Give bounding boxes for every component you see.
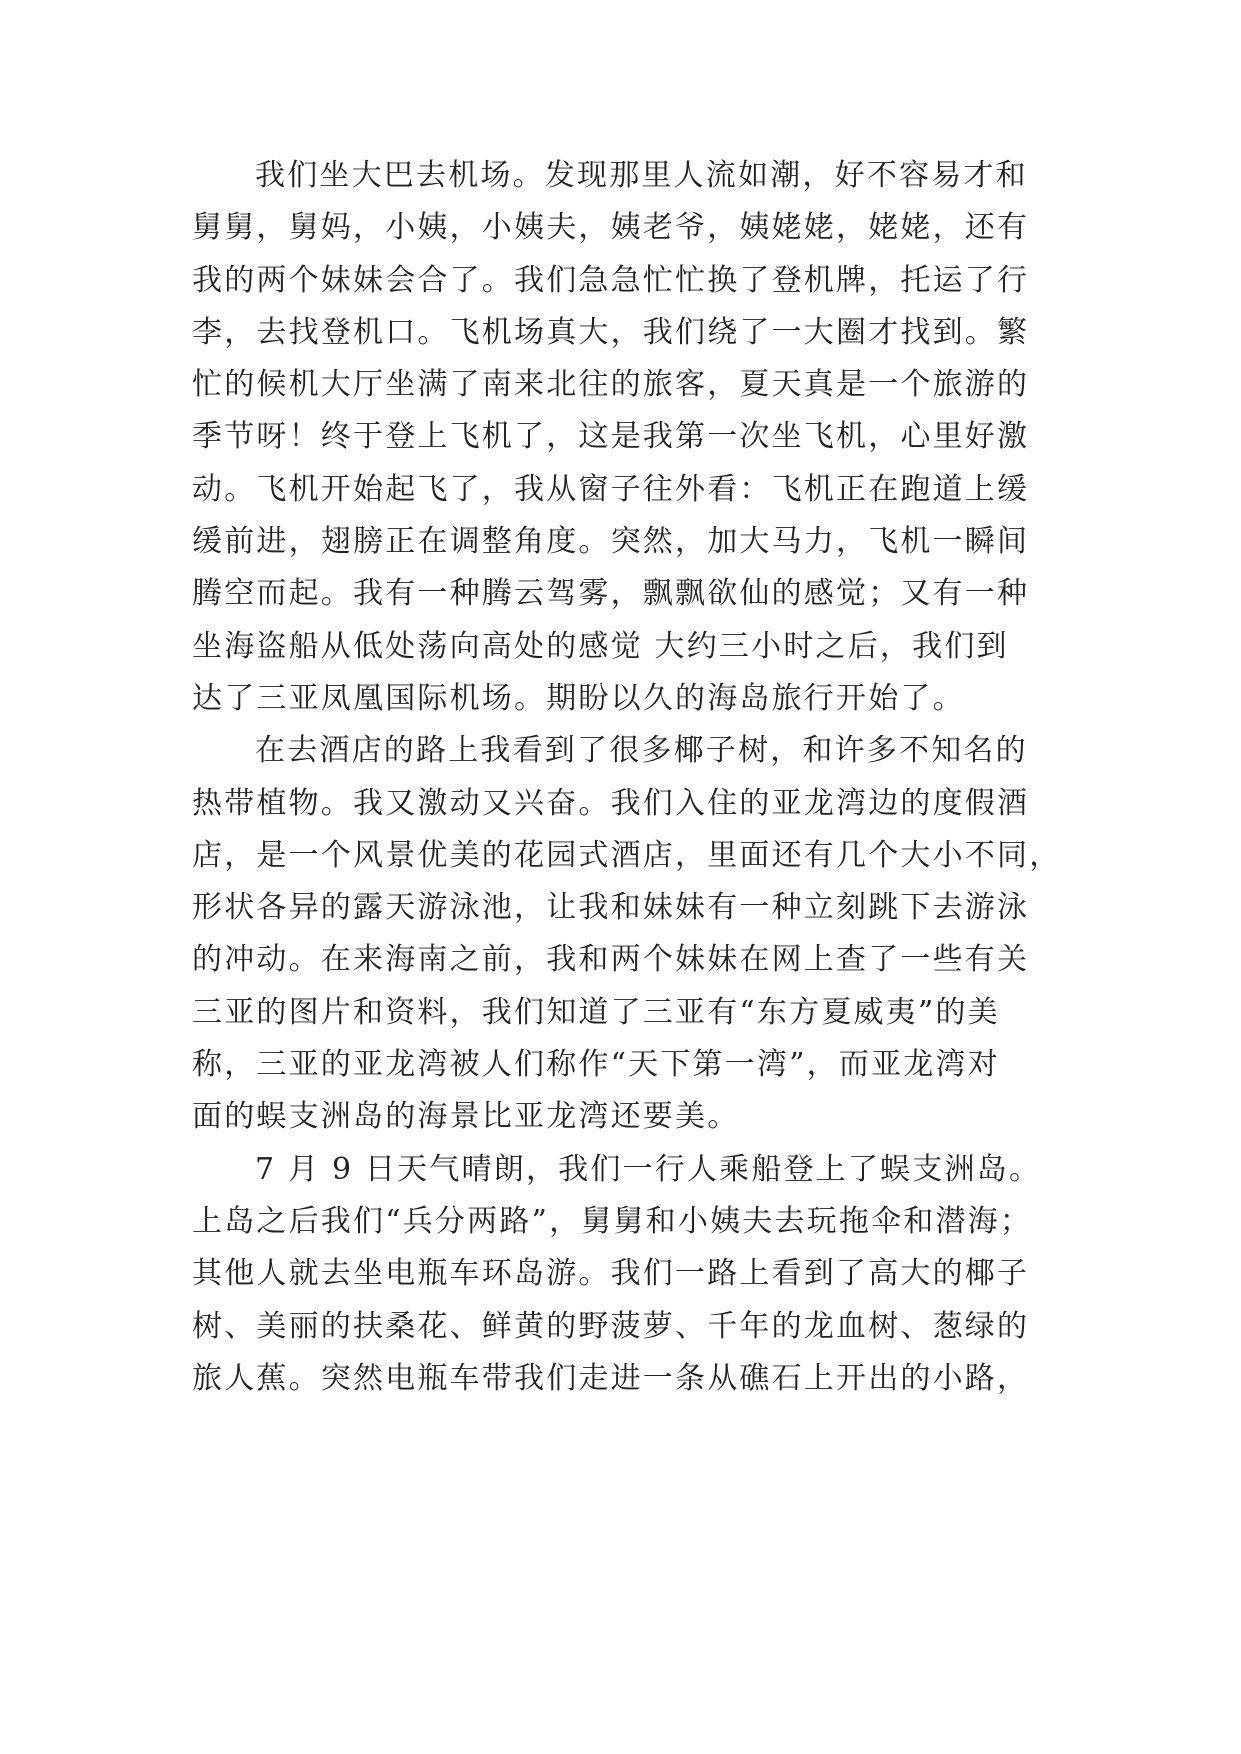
text-line: 形状各异的露天游泳池，让我和妹妹有一种立刻跳下去游泳	[192, 890, 1030, 926]
text-line: 缓前进，翅膀正在调整角度。突然，加大马力，飞机一瞬间	[192, 524, 1030, 560]
text-line: 忙的候机大厅坐满了南来北往的旅客，夏天真是一个旅游的	[192, 367, 1030, 403]
text-line: 我们坐大巴去机场。发现那里人流如潮，好不容易才和	[255, 158, 1028, 193]
document-body	[192, 150, 1062, 1405]
text-line: 腾空而起。我有一种腾云驾雾，飘飘欲仙的感觉；又有一种	[192, 576, 1030, 612]
text-line: 三亚的图片和资料，我们知道了三亚有“东方夏威夷”的美	[192, 994, 1000, 1030]
text-line: 坐海盗船从低处荡向高处的感觉 大约三小时之后，我们到	[192, 628, 1009, 664]
text-line: 店，是一个风景优美的花园式酒店，里面还有几个大小不同，	[192, 837, 1062, 873]
paragraph-island	[192, 1144, 1052, 1405]
text-line: 面的蜈支洲岛的海景比亚龙湾还要美。	[192, 1099, 740, 1135]
text-line: 季节呀！终于登上飞机了，这是我第一次坐飞机，心里好激	[192, 419, 1030, 455]
paragraph-airport	[192, 150, 1052, 725]
paragraph-hotel	[192, 725, 1062, 1143]
text-line: 其他人就去坐电瓶车环岛游。我们一路上看到了高大的椰子	[192, 1256, 1030, 1292]
text-line: 7 月 9 日天气晴朗，我们一行人乘船登上了蜈支洲岛。	[255, 1151, 1042, 1187]
text-line: 舅舅，舅妈，小姨，小姨夫，姨老爷，姨姥姥，姥姥，还有	[192, 210, 1030, 246]
text-line: 上岛之后我们“兵分两路”，舅舅和小姨夫去玩拖伞和潜海；	[192, 1203, 1033, 1239]
text-line: 的冲动。在来海南之前，我和两个妹妹在网上查了一些有关	[192, 942, 1030, 978]
text-line: 动。飞机开始起飞了，我从窗子往外看：飞机正在跑道上缓	[192, 471, 1030, 507]
text-line: 李，去找登机口。飞机场真大，我们绕了一大圈才找到。繁	[192, 314, 1030, 350]
text-line: 达了三亚凤凰国际机场。期盼以久的海岛旅行开始了。	[192, 680, 965, 716]
text-line: 称，三亚的亚龙湾被人们称作“天下第一湾”，而亚龙湾对	[192, 1047, 1000, 1083]
text-line: 我的两个妹妹会合了。我们急急忙忙换了登机牌，托运了行	[192, 262, 1030, 298]
text-line: 热带植物。我又激动又兴奋。我们入住的亚龙湾边的度假酒	[192, 785, 1030, 821]
text-line: 旅人蕉。突然电瓶车带我们走进一条从礁石上开出的小路，	[192, 1360, 1030, 1396]
text-line: 在去酒店的路上我看到了很多椰子树，和许多不知名的	[255, 733, 1028, 769]
text-line: 树、美丽的扶桑花、鲜黄的野菠萝、千年的龙血树、葱绿的	[192, 1308, 1030, 1344]
